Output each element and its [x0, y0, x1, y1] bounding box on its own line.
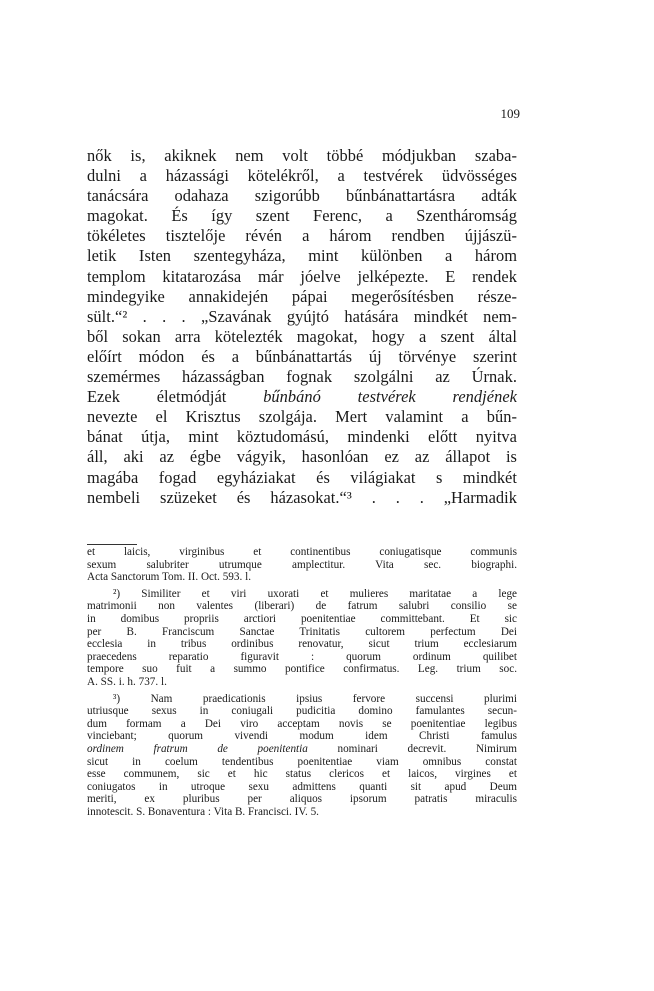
footnote-continued — [87, 546, 517, 584]
text-line: letik Isten szentegyháza, mint különben a három — [87, 246, 517, 266]
text-line: sült.“² . . . „Szavának gyújtó hatására mindkét nem- — [87, 306, 517, 326]
footnote-line: Acta Sanctorum Tom. II. Oct. 593. l. — [87, 571, 251, 584]
footnote-line: innotescit. S. Bonaventura : Vita B. Francisci. IV. 5. — [87, 805, 319, 818]
footnote-divider — [87, 544, 137, 545]
text-line: előírt módon és a bűnbánattartás új törvénye szerint — [87, 346, 517, 366]
footnote-line: vinciebant; quorum vivendi modum idem Christi famulus — [87, 730, 517, 743]
page-number: 109 — [500, 106, 520, 121]
text-line: mindegyike annakidején pápai megerősítésben része- — [87, 286, 517, 306]
footnote-line: coniugatos in utroque sexu admittens quanti sit apud Deum — [87, 780, 517, 793]
footnote-3 — [87, 693, 517, 819]
footnote-2 — [87, 588, 517, 689]
footnotes — [87, 546, 517, 822]
text-line: ből sokan arra kötelezték magokat, hogy a szent által — [87, 326, 517, 346]
text-line-italic: Ezek életmódját bűnbánó testvérek rendjének — [87, 387, 517, 407]
text-line: szemérmes házasságban fognak szolgálni az Úrnak. — [87, 367, 517, 387]
text-line: magába fogad egyháziakat és világiakat s mindkét — [87, 467, 517, 487]
footnote-line: utriusque sexus in coniugali pudicitia domino famulantes secun- — [87, 705, 517, 718]
footnote-line: dum formam a Dei viro acceptam novis se poenitentiae legibus — [87, 717, 517, 730]
footnote-line: sexum salubriter utrumque amplectitur. Vita sec. biographi. — [87, 558, 517, 571]
text-line: nők is, akiknek nem volt többé módjukban szaba- — [87, 146, 517, 165]
main-text — [87, 146, 517, 508]
footnote-line: meriti, ex pluribus per aliquos ipsorum patratis miraculis — [87, 793, 517, 806]
footnote-line: praecedens reparatio figuravit : quorum ordinum quilibet — [87, 650, 517, 663]
footnote-line: ecclesia in tribus ordinibus renovatur, sicut trium ecclesiarum — [87, 638, 517, 651]
text-line: bánat útja, mint köztudomású, mindenki előtt nyitva — [87, 427, 517, 447]
footnote-line: esse communem, sic et hic status clericos et laicos, virgines et — [87, 768, 517, 781]
footnote-line-italic: ordinem fratrum de poenitentia nominari decrevit. Nimirum — [87, 742, 517, 755]
footnote-line: ²) Similiter et viri uxorati et mulieres maritatae a lege — [113, 587, 517, 600]
footnote-line: in domibus propriis arctiori poenitentiae committebant. Et sic — [87, 612, 517, 625]
footnote-line: ³) Nam praedicationis ipsius fervore succensi plurimi — [113, 692, 517, 705]
text-line: nevezte el Krisztus szolgája. Mert valamint a bűn- — [87, 407, 517, 427]
text-line: nembeli szüzeket és házasokat.“³ . . . „Harmadik — [87, 487, 517, 507]
footnote-line: et laicis, virginibus et continentibus coniugatisque communis — [87, 546, 517, 558]
italic-phrase: bűnbánó testvérek rendjének — [263, 387, 517, 407]
text-line: áll, aki az égbe vágyik, hasonlóan ez az állapot is — [87, 447, 517, 467]
footnote-line: matrimonii non valentes (liberari) de fatrum salubri consilio se — [87, 600, 517, 613]
footnote-line: tempore suo fuit a summo pontifice confirmatus. Leg. trium soc. — [87, 663, 517, 676]
footnote-line: sicut in coelum tendentibus poenitentiae viam omnibus constat — [87, 755, 517, 768]
footnote-line: A. SS. i. h. 737. l. — [87, 675, 167, 688]
footnote-line: per B. Franciscum Sanctae Trinitatis cultorem perfectum Dei — [87, 625, 517, 638]
text-line: magokat. És így szent Ferenc, a Szentháromság — [87, 206, 517, 226]
text-line: dulni a házassági kötelékről, a testvérek üdvösséges — [87, 166, 517, 186]
text-line: tökéletes tisztelője révén a három rendben újjászü- — [87, 226, 517, 246]
italic-phrase: ordinem fratrum de poenitentia — [87, 742, 308, 755]
text-line: templom kitatarozása már jóelve jelképezte. E rendek — [87, 266, 517, 286]
text-line: tanácsára odahaza szigorúbb bűnbánattartásra adták — [87, 186, 517, 206]
